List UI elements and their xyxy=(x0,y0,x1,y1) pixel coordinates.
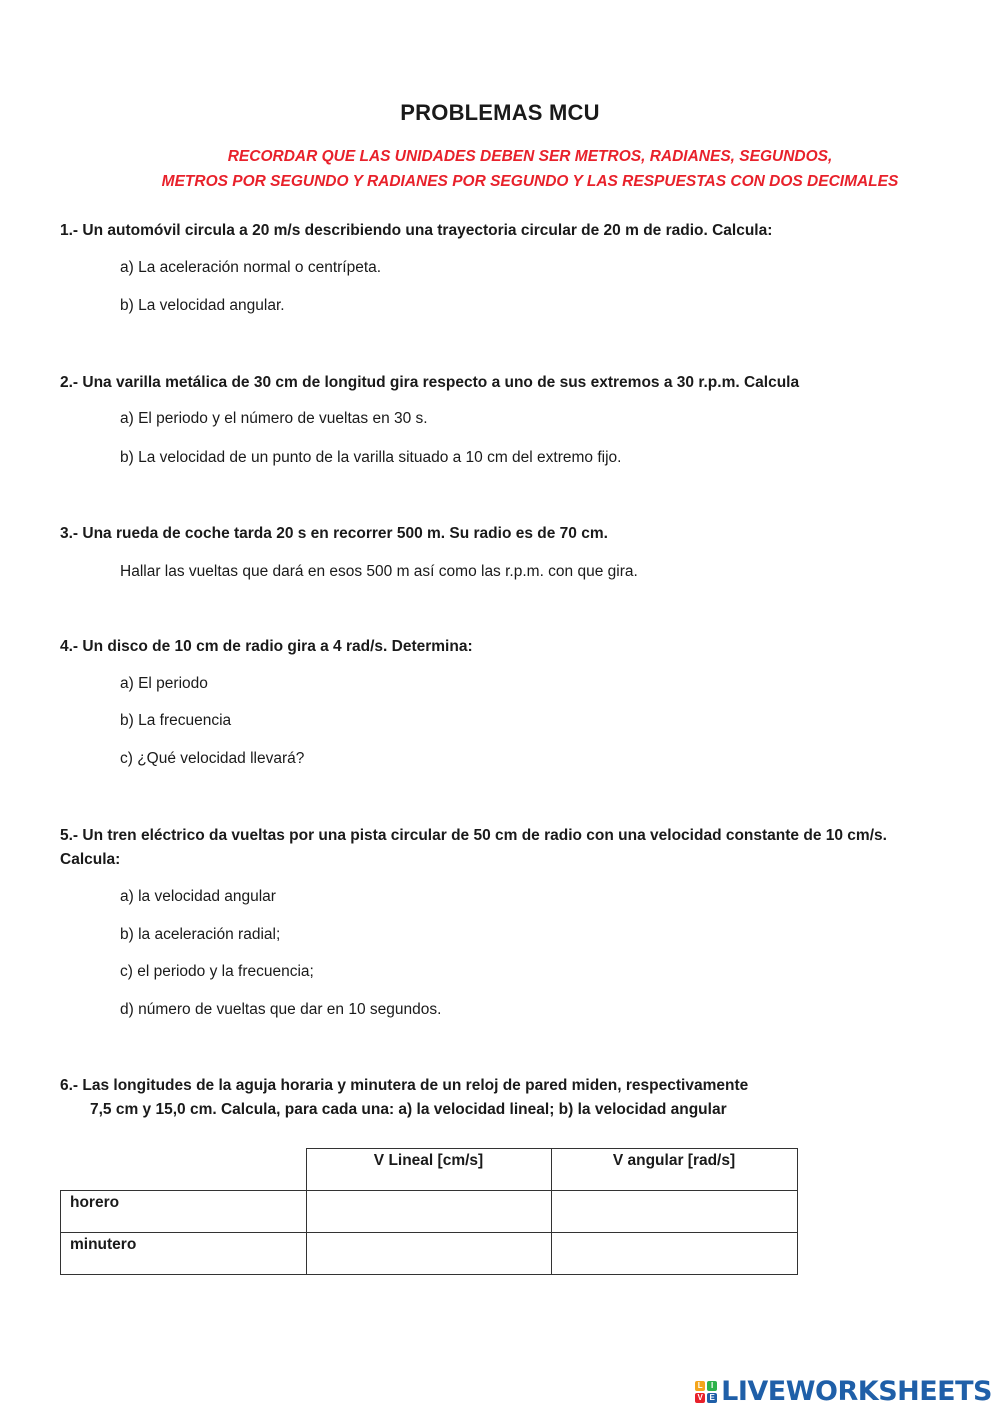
problem-6-statement-line-1: 6.- Las longitudes de la aguja horaria y minutera de un reloj de pared miden, respectivamente xyxy=(60,1077,749,1094)
problem-3-statement: 3.- Una rueda de coche tarda 20 s en recorrer 500 m. Su radio es de 70 cm. xyxy=(60,525,608,542)
answer-table xyxy=(60,1148,798,1275)
problem-4-statement: 4.- Un disco de 10 cm de radio gira a 4 rad/s. Determina: xyxy=(60,638,473,655)
problem-1-part-a: a) La aceleración normal o centrípeta. xyxy=(120,259,382,276)
table-header-v-angular: V angular [rad/s] xyxy=(551,1149,797,1191)
units-notice-line-2: METROS POR SEGUNDO Y RADIANES POR SEGUNDO Y LAS RESPUESTAS CON DOS DECIMALES xyxy=(161,173,899,190)
answer-cell-horero-lineal[interactable] xyxy=(306,1191,551,1233)
problem-5-statement-line-1: 5.- Un tren eléctrico da vueltas por una pista circular de 50 cm de radio con una velocidad constante de 10 cm/s. xyxy=(60,827,887,844)
problem-5-part-c: c) el periodo y la frecuencia; xyxy=(120,963,314,980)
table-header-empty xyxy=(61,1149,307,1191)
problem-1-statement: 1.- Un automóvil circula a 20 m/s describiendo una trayectoria circular de 20 m de radio. Calcula: xyxy=(60,222,773,239)
table-row xyxy=(61,1233,798,1275)
liveworksheets-logo-icon: L I V E xyxy=(695,1381,717,1403)
problem-3-part: Hallar las vueltas que dará en esos 500 m así como las r.p.m. con que gira. xyxy=(120,563,638,580)
problem-1-part-b: b) La velocidad angular. xyxy=(120,297,285,314)
row-label-minutero: minutero xyxy=(61,1233,307,1275)
problem-4-part-a: a) El periodo xyxy=(120,675,208,692)
table-header-row xyxy=(61,1149,798,1191)
problem-6-statement-line-2: 7,5 cm y 15,0 cm. Calcula, para cada una: a) la velocidad lineal; b) la velocidad angular xyxy=(90,1101,727,1118)
row-label-horero: horero xyxy=(61,1191,307,1233)
page-title: PROBLEMAS MCU xyxy=(400,100,600,125)
table-header-v-lineal: V Lineal [cm/s] xyxy=(306,1149,551,1191)
problem-5-part-a: a) la velocidad angular xyxy=(120,888,276,905)
problem-4-part-c: c) ¿Qué velocidad llevará? xyxy=(120,750,305,767)
answer-cell-minutero-angular[interactable] xyxy=(551,1233,797,1275)
units-notice-line-1: RECORDAR QUE LAS UNIDADES DEBEN SER METROS, RADIANES, SEGUNDOS, xyxy=(227,148,833,165)
liveworksheets-brand xyxy=(695,1376,992,1407)
problem-2-part-b: b) La velocidad de un punto de la varilla situado a 10 cm del extremo fijo. xyxy=(120,449,622,466)
table-row xyxy=(61,1191,798,1233)
problem-2-part-a: a) El periodo y el número de vueltas en 30 s. xyxy=(120,410,428,427)
problem-5-statement-line-2: Calcula: xyxy=(60,851,121,868)
answer-cell-minutero-lineal[interactable] xyxy=(306,1233,551,1275)
problem-4-part-b: b) La frecuencia xyxy=(120,712,232,729)
answer-cell-horero-angular[interactable] xyxy=(551,1191,797,1233)
liveworksheets-wordmark: LIVEWORKSHEETS xyxy=(721,1376,992,1407)
problem-5-part-b: b) la aceleración radial; xyxy=(120,926,281,943)
problem-2-statement: 2.- Una varilla metálica de 30 cm de longitud gira respecto a uno de sus extremos a 30 r.p.m. Calcula xyxy=(60,374,800,391)
problem-5-part-d: d) número de vueltas que dar en 10 segundos. xyxy=(120,1001,442,1018)
